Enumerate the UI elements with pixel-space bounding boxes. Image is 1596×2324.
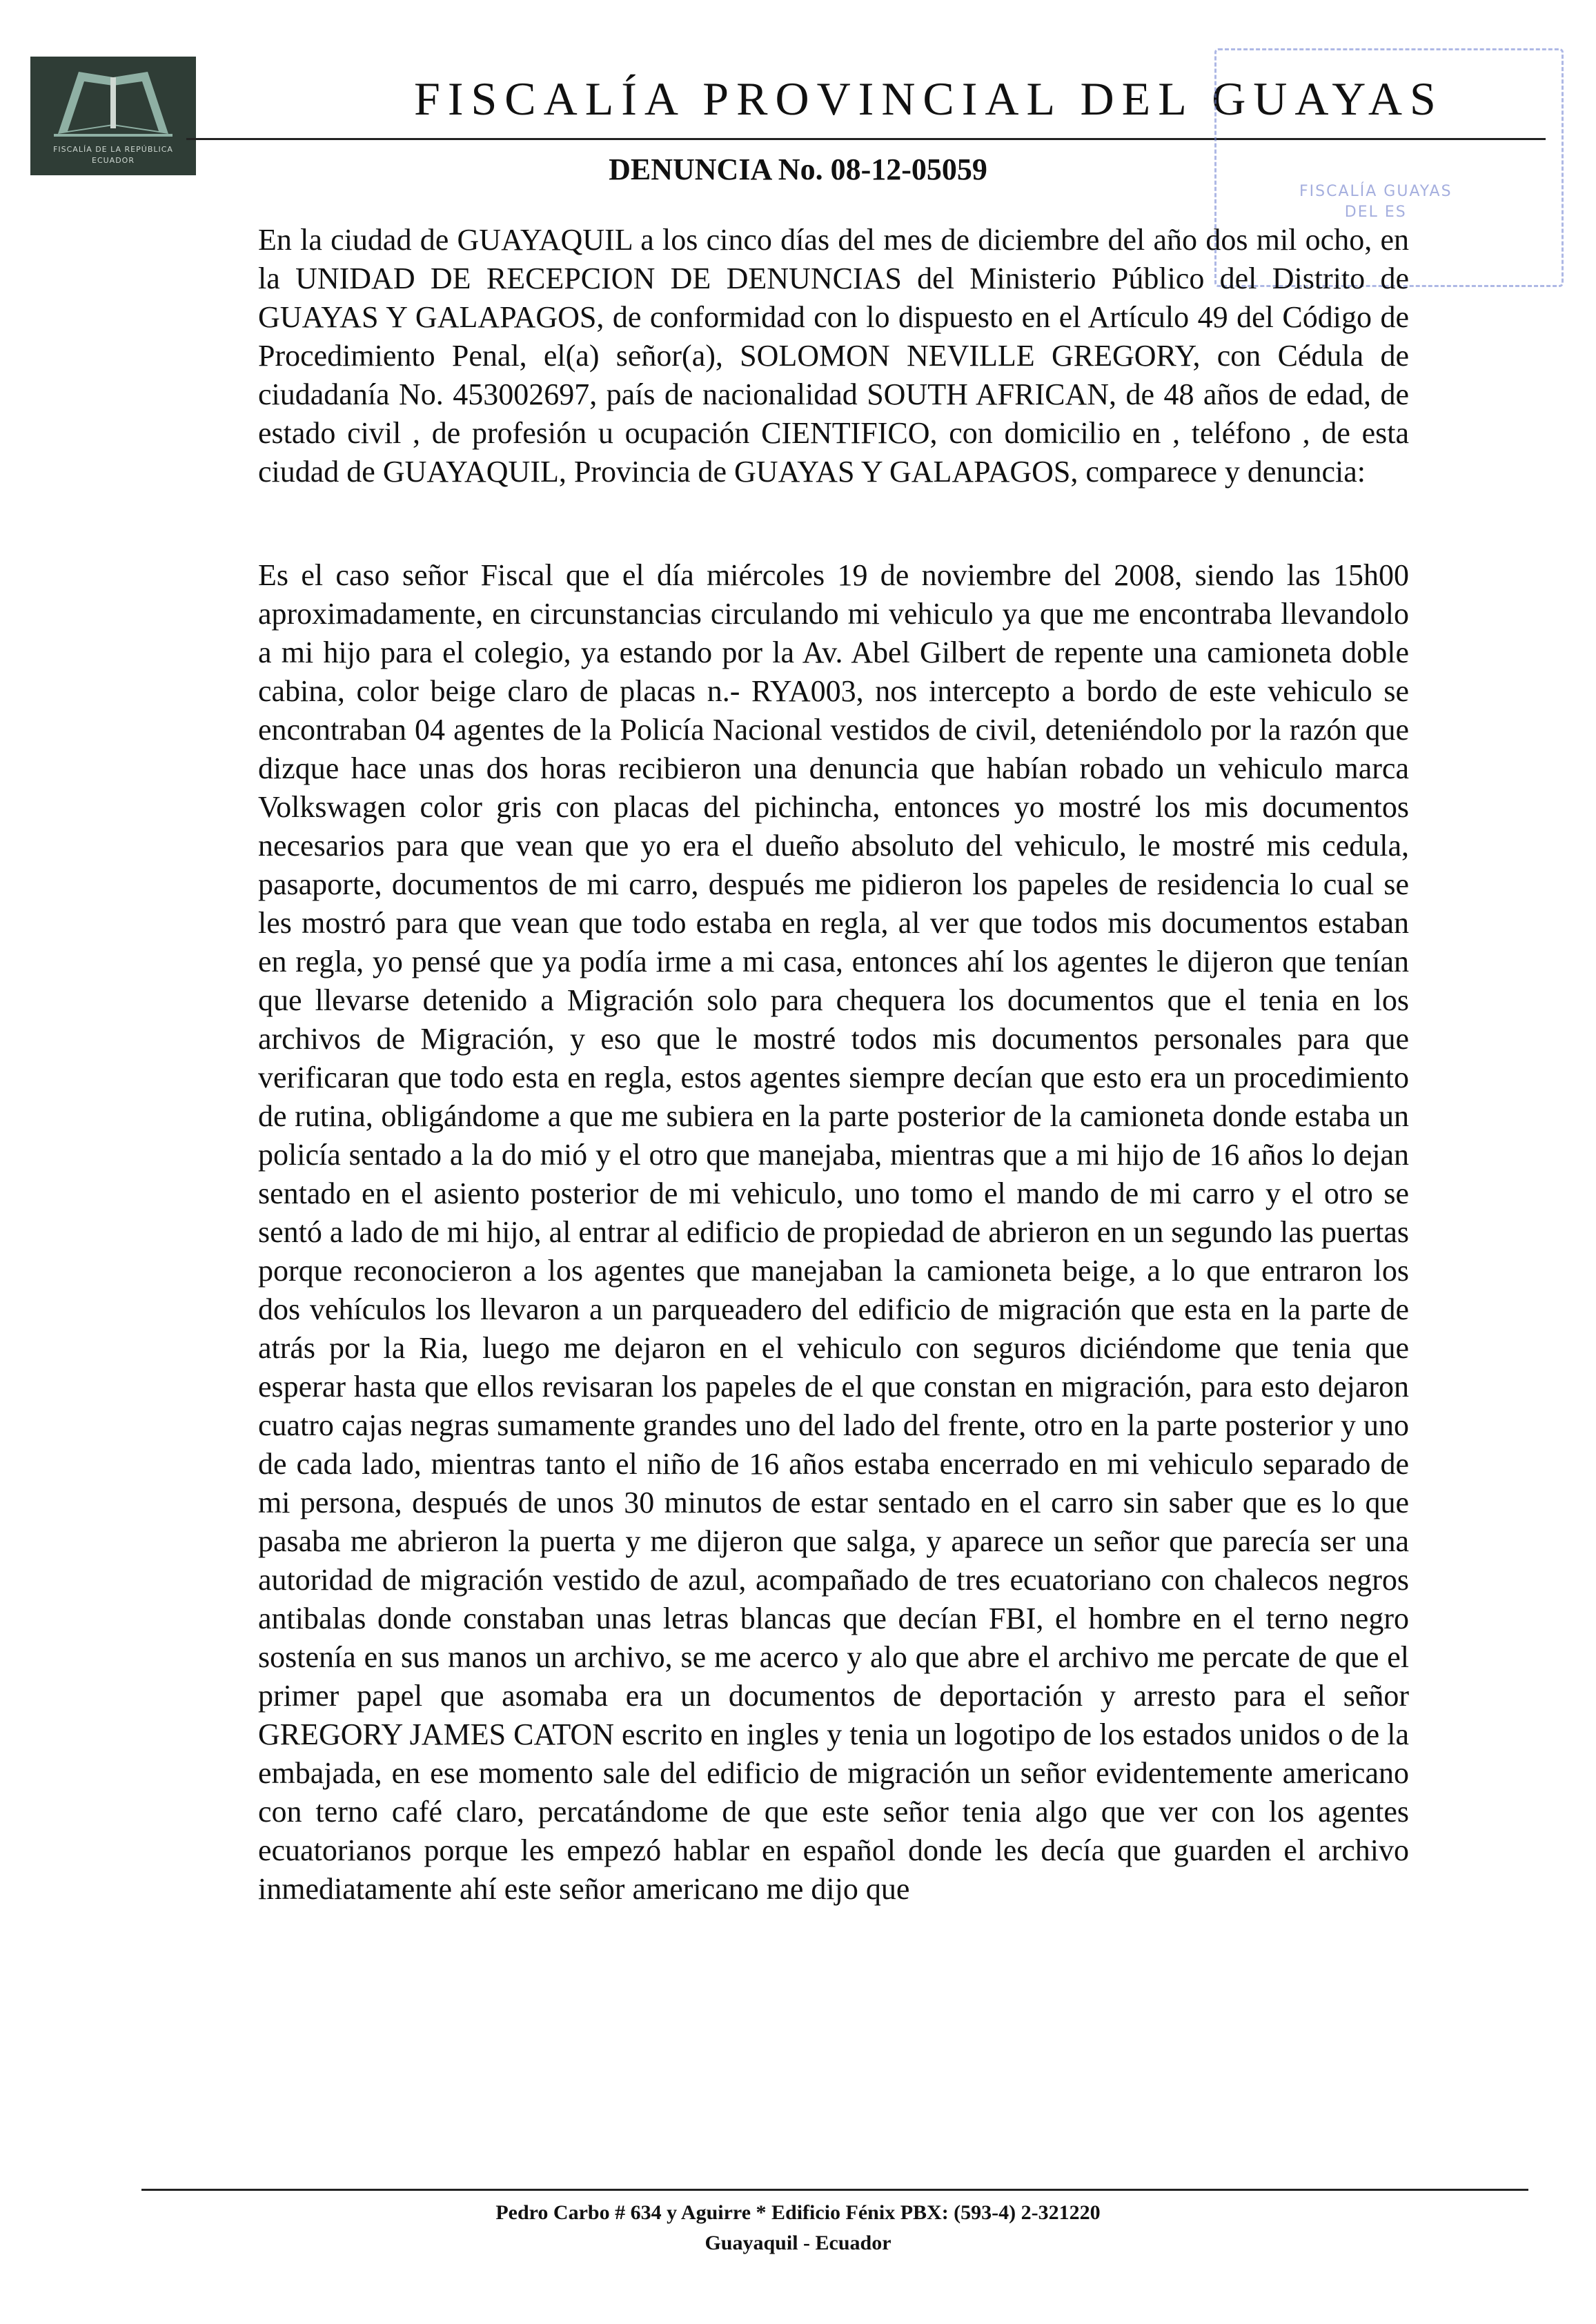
footer-address: Pedro Carbo # 634 y Aguirre * Edificio Fénix PBX: (593-4) 2-321220 <box>495 2201 1101 2224</box>
logo-text-line1: FISCALÍA DE LA REPÚBLICA <box>53 145 173 154</box>
complaint-paragraph: Es el caso señor Fiscal que el día miércoles 19 de noviembre del 2008, siendo las 15h00 aproximadamente, en circunstancias circulando mi vehiculo ya que me encontraba llevandolo a mi hijo para el colegio, ya estando por la Av. Abel Gilbert de repente una camioneta doble cabina, color beige claro de placas n.- RYA003, nos intercepto a bordo de este vehiculo se encontraban 04 agentes de la Policía Nacional vestidos de civil, deteniéndolo por la razón que dizque hace unas dos horas recibieron una denuncia que habían robado un vehiculo marca Volkswagen color gris con placas del pichincha, entonces yo mostré los mis documentos necesarios para que vean que yo era el dueño absoluto del vehiculo, le mostré mis cedula, pasaporte, documentos de mi carro, después me pidieron los papeles de residencia lo cual se les mostró para que vean que todo estaba en regla, al ver que todos mis documentos estaban en regla, yo pensé que ya podía irme a mi casa, entonces ahí los agentes le dijeron que tenían que llevarse detenido a Migración solo para chequera los documentos que el tenia en los archivos de Migración, y eso que le mostré todos mis documentos personales para que verificaran que todo esta en regla, estos agentes siempre decían que esto era un procedimiento de rutina, obligándome a que me subiera en la parte posterior de la camioneta donde estaba un policía sentado a la do mió y el otro que manejaba, mientras que a mi hijo de 16 años lo dejan sentado en el asiento posterior de mi vehiculo, uno tomo el mando de mi carro y el otro se sentó a lado de mi hijo, al entrar al edificio de propiedad de abrieron en un segundo las puertas porque reconocieron a los agentes que manejaban la camioneta beige, a lo que entraron los dos vehículos los llevaron a un parqueadero del edificio de migración que esta en la parte de atrás por la Ria, luego me dejaron en el vehiculo con seguros diciéndome que tenia que esperar hasta que ellos revisaran los papeles de el que constan en migración, para esto dejaron cuatro cajas negras sumamente grandes uno del lado del frente, otro en la parte posterior y uno de cada lado, mientras tanto el niño de 16 años estaba encerrado en mi vehiculo separado de mi persona, después de unos 30 minutos de estar sentado en el carro sin saber que es lo que pasaba me abrieron la puerta y me dijeron que salga, y aparece un señor que parecía ser una autoridad de migración vestido de azul, acompañado de tres ecuatoriano con chalecos negros antibalas donde constaban unas letras blancas que decían FBI, el hombre en el terno negro sostenía en sus manos un archivo, se me acerco y alo que abre el archivo me percate de que el primer papel que asomaba era un documentos de deportación y arresto para el señor GREGORY JAMES CATON escrito en ingles y tenia un logotipo de los estados unidos o de la embajada, en ese momento sale del edificio de migración un señor evidentemente americano con terno café claro, percatándome de que este señor tenia algo que ver con los agentes ecuatorianos porque les empezó hablar en español donde les decía que guarden el archivo inmediatamente ahí este señor americano me dijo que <box>258 558 1409 1906</box>
stamp-text-line1: FISCALÍA GUAYAS <box>1299 183 1452 200</box>
footer-divider <box>141 2189 1528 2191</box>
intro-paragraph: En la ciudad de GUAYAQUIL a los cinco días del mes de diciembre del año dos mil ocho, en la UNIDAD DE RECEPCION DE DENUNCIAS del Ministerio Público del Distrito de GUAYAS Y GALAPAGOS, de conformidad con lo dispuesto en el Artículo 49 del Código de Procedimiento Penal, el(a) señor(a), SOLOMON NEVILLE GREGORY, con Cédula de ciudadanía No. 453002697, país de nacionalidad SOUTH AFRICAN, de 48 años de edad, de estado civil , de profesión u ocupación CIENTIFICO, con domicilio en , teléfono , de esta ciudad de GUAYAQUIL, Provincia de GUAYAS Y GALAPAGOS, comparece y denuncia: <box>258 223 1409 489</box>
logo-text-line2: ECUADOR <box>92 156 135 165</box>
header-title: FISCALÍA PROVINCIAL DEL GUAYAS <box>414 72 1444 125</box>
stamp-text-line2: DEL ES <box>1344 204 1407 221</box>
footer-city: Guayaquil - Ecuador <box>705 2232 891 2254</box>
denuncia-number: DENUNCIA No. 08-12-05059 <box>609 152 987 186</box>
